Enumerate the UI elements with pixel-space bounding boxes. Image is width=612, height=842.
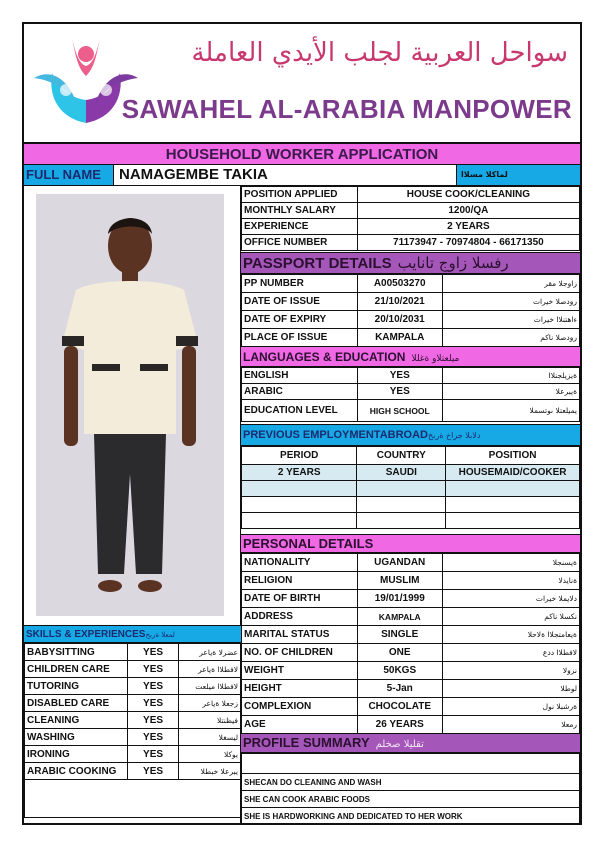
employment-section-header bbox=[241, 424, 580, 446]
passport-field-value: 21/10/2021 bbox=[357, 293, 442, 311]
profile-line bbox=[242, 754, 580, 774]
personal-row bbox=[242, 608, 580, 626]
job-field-value: HOUSE COOK/CLEANING bbox=[357, 187, 579, 203]
skill-arabic: لافطلاا ميلعت bbox=[179, 678, 241, 695]
personal-field-arabic: لوطلا bbox=[442, 680, 579, 698]
company-header bbox=[24, 24, 580, 144]
profile-title: PROFILE SUMMARY bbox=[243, 735, 370, 750]
full-name-arabic-label: لماكلا مسلاا bbox=[456, 165, 580, 185]
skill-value: YES bbox=[127, 695, 178, 712]
skill-value: YES bbox=[127, 644, 178, 661]
employment-cell bbox=[242, 497, 357, 513]
skill-row bbox=[25, 729, 241, 746]
passport-row bbox=[242, 311, 580, 329]
personal-row bbox=[242, 662, 580, 680]
language-field-label: ENGLISH bbox=[242, 368, 358, 384]
language-field-value: HIGH SCHOOL bbox=[357, 400, 442, 422]
personal-row bbox=[242, 716, 580, 734]
personal-field-arabic: لافطلاا ددع bbox=[442, 644, 579, 662]
passport-field-arabic: زاوجلا مقر bbox=[442, 275, 579, 293]
personal-field-label: WEIGHT bbox=[242, 662, 358, 680]
skill-value: YES bbox=[127, 763, 178, 780]
language-row bbox=[242, 368, 580, 384]
personal-field-label: AGE bbox=[242, 716, 358, 734]
company-name-english: SAWAHEL AL-ARABIA MANPOWER bbox=[121, 94, 572, 124]
language-row bbox=[242, 384, 580, 400]
skill-label: CHILDREN CARE bbox=[25, 661, 128, 678]
skill-arabic: ليسغلا bbox=[179, 729, 241, 746]
personal-field-label: DATE OF BIRTH bbox=[242, 590, 358, 608]
skill-row bbox=[25, 644, 241, 661]
job-field-label: MONTHLY SALARY bbox=[242, 203, 358, 219]
language-field-arabic: ةيبرعلا bbox=[442, 384, 579, 400]
personal-field-value: KAMPALA bbox=[357, 608, 442, 626]
job-details-table bbox=[241, 186, 580, 251]
employment-cell: 2 YEARS bbox=[242, 465, 357, 481]
personal-field-value: 50KGS bbox=[357, 662, 442, 680]
job-field-value: 71173947 - 70974804 - 66171350 bbox=[357, 235, 579, 251]
employment-row bbox=[242, 497, 580, 513]
personal-field-label: MARITAL STATUS bbox=[242, 626, 358, 644]
employment-cell bbox=[357, 513, 446, 529]
skill-blank-row bbox=[25, 780, 241, 818]
job-field-value: 2 YEARS bbox=[357, 219, 579, 235]
skill-arabic: زجعلا ةياعر bbox=[179, 695, 241, 712]
skill-row bbox=[25, 695, 241, 712]
job-field-label: POSITION APPLIED bbox=[242, 187, 358, 203]
skill-label: IRONING bbox=[25, 746, 128, 763]
skill-label: BABYSITTING bbox=[25, 644, 128, 661]
employment-cell bbox=[446, 481, 580, 497]
profile-summary-line: SHECAN DO CLEANING AND WASH bbox=[242, 774, 580, 791]
profile-line bbox=[242, 774, 580, 791]
profile-summary-line: SHE CAN COOK ARABIC FOODS bbox=[242, 791, 580, 808]
profile-title-arabic: تقليلا صخلم bbox=[375, 739, 424, 750]
skill-row bbox=[25, 746, 241, 763]
personal-field-arabic: ةيعامتجلاا ةلاحلا bbox=[442, 626, 579, 644]
employment-header-row bbox=[242, 447, 580, 465]
languages-section-header bbox=[241, 346, 580, 367]
personal-field-label: COMPLEXION bbox=[242, 698, 358, 716]
personal-field-value: 19/01/1999 bbox=[357, 590, 442, 608]
skill-row bbox=[25, 763, 241, 780]
personal-row bbox=[242, 572, 580, 590]
job-row bbox=[242, 219, 580, 235]
language-row bbox=[242, 400, 580, 422]
profile-table bbox=[241, 753, 580, 825]
skill-arabic: يبرعلا خبطلا bbox=[179, 763, 241, 780]
job-field-value: 1200/QA bbox=[357, 203, 579, 219]
personal-field-value: ONE bbox=[357, 644, 442, 662]
job-row bbox=[242, 203, 580, 219]
employment-table bbox=[241, 446, 580, 529]
personal-row bbox=[242, 698, 580, 716]
employment-title-arabic: دلابلا جراخ ةربخ bbox=[427, 431, 481, 440]
employment-title: PREVIOUS EMPLOYMENTABROAD bbox=[243, 429, 428, 441]
skill-blank-cell bbox=[25, 780, 241, 818]
skills-title: SKILLS & EXPERIENCES bbox=[26, 629, 146, 640]
full-name-label: FULL NAME bbox=[24, 165, 114, 185]
employment-row bbox=[242, 481, 580, 497]
personal-field-value: UGANDAN bbox=[357, 554, 442, 572]
personal-field-label: ADDRESS bbox=[242, 608, 358, 626]
personal-section-header bbox=[241, 534, 580, 553]
application-title: HOUSEHOLD WORKER APPLICATION bbox=[24, 144, 580, 165]
language-field-label: EDUCATION LEVEL bbox=[242, 400, 358, 422]
language-field-label: ARABIC bbox=[242, 384, 358, 400]
passport-row bbox=[242, 329, 580, 347]
personal-row bbox=[242, 554, 580, 572]
employment-cell bbox=[446, 497, 580, 513]
profile-line bbox=[242, 808, 580, 825]
personal-field-label: NO. OF CHILDREN bbox=[242, 644, 358, 662]
employment-row bbox=[242, 513, 580, 529]
profile-section-header bbox=[241, 733, 580, 753]
skill-label: CLEANING bbox=[25, 712, 128, 729]
skills-table bbox=[24, 643, 241, 818]
passport-table bbox=[241, 274, 580, 347]
profile-summary-line bbox=[242, 754, 580, 774]
skill-arabic: عضرلا ةياعر bbox=[179, 644, 241, 661]
personal-field-arabic: دلايملا خيرات bbox=[442, 590, 579, 608]
skill-value: YES bbox=[127, 678, 178, 695]
personal-field-value: SINGLE bbox=[357, 626, 442, 644]
personal-row bbox=[242, 644, 580, 662]
skill-arabic: فيظنتلا bbox=[179, 712, 241, 729]
personal-row bbox=[242, 680, 580, 698]
skill-label: WASHING bbox=[25, 729, 128, 746]
skill-row bbox=[25, 678, 241, 695]
personal-row bbox=[242, 590, 580, 608]
employment-column-header: COUNTRY bbox=[357, 447, 446, 465]
personal-field-arabic: ةرشبلا نول bbox=[442, 698, 579, 716]
language-field-value: YES bbox=[357, 368, 442, 384]
passport-field-value: A00503270 bbox=[357, 275, 442, 293]
full-name-value: NAMAGEMBE TAKIA bbox=[119, 166, 268, 183]
job-field-label: OFFICE NUMBER bbox=[242, 235, 358, 251]
language-field-arabic: ةيزيلجنلاا bbox=[442, 368, 579, 384]
personal-field-arabic: نزولا bbox=[442, 662, 579, 680]
employment-cell: SAUDI bbox=[357, 465, 446, 481]
passport-field-value: 20/10/2031 bbox=[357, 311, 442, 329]
job-row bbox=[242, 187, 580, 203]
employment-cell: HOUSEMAID/COOKER bbox=[446, 465, 580, 481]
employment-cell bbox=[446, 513, 580, 529]
personal-field-arabic: ةنايدلا bbox=[442, 572, 579, 590]
personal-field-label: HEIGHT bbox=[242, 680, 358, 698]
skill-value: YES bbox=[127, 712, 178, 729]
employment-cell bbox=[357, 481, 446, 497]
profile-summary-line: SHE IS HARDWORKING AND DEDICATED TO HER WORK bbox=[242, 808, 580, 825]
passport-field-value: KAMPALA bbox=[357, 329, 442, 347]
employment-column-header: PERIOD bbox=[242, 447, 357, 465]
skill-arabic: يوكلا bbox=[179, 746, 241, 763]
passport-field-label: DATE OF EXPIRY bbox=[242, 311, 358, 329]
languages-title-arabic: ميلعتلاو ةغللا bbox=[411, 354, 460, 364]
skill-label: ARABIC COOKING bbox=[25, 763, 128, 780]
personal-row bbox=[242, 626, 580, 644]
personal-field-value: 26 YEARS bbox=[357, 716, 442, 734]
employment-cell bbox=[357, 497, 446, 513]
personal-table bbox=[241, 553, 580, 734]
passport-field-arabic: رودصلا ناكم bbox=[442, 329, 579, 347]
profile-line bbox=[242, 791, 580, 808]
applicant-photo bbox=[36, 194, 224, 616]
skills-section-header bbox=[24, 625, 241, 643]
employment-column-header: POSITION bbox=[446, 447, 580, 465]
passport-section-header bbox=[241, 252, 580, 274]
skill-row bbox=[25, 661, 241, 678]
skill-value: YES bbox=[127, 746, 178, 763]
passport-title-arabic: رفسلا زاوج تانايب bbox=[397, 254, 509, 272]
skill-value: YES bbox=[127, 661, 178, 678]
passport-field-label: DATE OF ISSUE bbox=[242, 293, 358, 311]
passport-field-arabic: رودصلا خيرات bbox=[442, 293, 579, 311]
personal-field-value: 5-Jan bbox=[357, 680, 442, 698]
languages-title: LANGUAGES & EDUCATION bbox=[243, 350, 406, 364]
personal-field-label: RELIGION bbox=[242, 572, 358, 590]
passport-field-arabic: ءاهتنلاا خيرات bbox=[442, 311, 579, 329]
passport-field-label: PLACE OF ISSUE bbox=[242, 329, 358, 347]
personal-field-label: NATIONALITY bbox=[242, 554, 358, 572]
company-name-arabic: سواحل العربية لجلب الأيدي العاملة bbox=[191, 38, 568, 68]
skill-label: DISABLED CARE bbox=[25, 695, 128, 712]
languages-table bbox=[241, 367, 580, 422]
person-figure-icon bbox=[36, 194, 224, 616]
passport-row bbox=[242, 293, 580, 311]
job-row bbox=[242, 235, 580, 251]
skill-row bbox=[25, 712, 241, 729]
passport-row bbox=[242, 275, 580, 293]
language-field-value: YES bbox=[357, 384, 442, 400]
application-form bbox=[22, 22, 582, 825]
passport-field-label: PP NUMBER bbox=[242, 275, 358, 293]
personal-field-arabic: ةيسنجلا bbox=[442, 554, 579, 572]
skills-title-arabic: لمعلا ةربخ bbox=[145, 631, 175, 639]
skill-label: TUTORING bbox=[25, 678, 128, 695]
personal-title: PERSONAL DETAILS bbox=[243, 536, 374, 551]
skill-value: YES bbox=[127, 729, 178, 746]
employment-cell bbox=[242, 481, 357, 497]
job-field-label: EXPERIENCE bbox=[242, 219, 358, 235]
personal-field-arabic: نكسلا ناكم bbox=[442, 608, 579, 626]
personal-field-value: MUSLIM bbox=[357, 572, 442, 590]
language-field-arabic: يميلعتلا ىوتسملا bbox=[442, 400, 579, 422]
personal-field-arabic: رمعلا bbox=[442, 716, 579, 734]
employment-row bbox=[242, 465, 580, 481]
skill-arabic: لافطلاا ةياعر bbox=[179, 661, 241, 678]
passport-title: PASSPORT DETAILS bbox=[243, 255, 392, 272]
full-name-row bbox=[24, 165, 580, 186]
employment-cell bbox=[242, 513, 357, 529]
personal-field-value: CHOCOLATE bbox=[357, 698, 442, 716]
